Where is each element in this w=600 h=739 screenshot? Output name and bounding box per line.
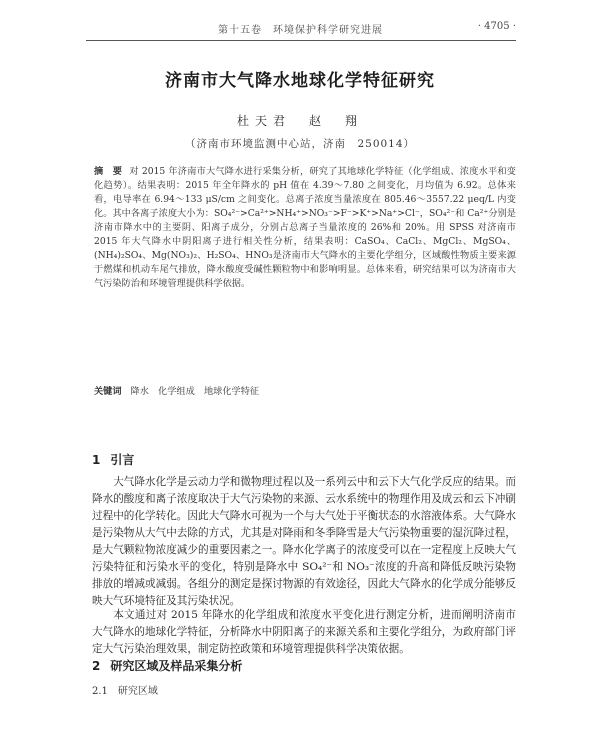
subsection-number: 2.1 <box>92 686 108 697</box>
abstract-label: 摘 要 <box>94 166 123 177</box>
section-number: 2 <box>92 659 101 673</box>
abstract <box>94 165 516 291</box>
section-heading-methods <box>92 657 242 674</box>
keywords-text: 降水 化学组成 地球化学特征 <box>130 386 260 397</box>
section-title: 研究区域及样品采集分析 <box>110 659 243 673</box>
page-number: · 4705 · <box>477 21 516 32</box>
section-number: 1 <box>92 453 101 467</box>
subsection-title: 研究区域 <box>117 686 158 697</box>
journal-name: 第十五卷 环境保护科学研究进展 <box>218 25 383 36</box>
subsection-heading-area <box>92 682 158 697</box>
keywords <box>94 385 516 399</box>
running-header <box>86 18 516 41</box>
author-list: 杜天君 赵 翔 <box>236 114 363 128</box>
section-heading-intro <box>92 451 134 468</box>
keywords-label: 关键词 <box>94 386 122 397</box>
intro-paragraph-1: 大气降水化学是云动力学和微物理过程以及一系列云中和云下大气化学反应的结果。而降水的酸度和离子浓度取决于大气污染物的来源、云水系统中的物理作用及成云和云下冲刷过程中的化学转化。因此大气降水可视为一个与大气处于平衡状态的水溶液体系。大气降水是污染物从大气中去除的方式，尤其是对降雨和冬季降雪是大气污染物重要的湿沉降过程，是大气颗粒物浓度减少的重要因素之一。降水化学离子的浓度受可以在一定程度上反映大气污染特征和污染水平的变化，特别是降水中 SO₄²⁻和 NO₃⁻浓度的升高和降低反映污染物排放的增减或减弱。各组分的测定是探讨物源的有效途径，因此大气降水的化学成分能够反映大气环境特征及其污染状况。 <box>92 476 516 607</box>
abstract-text: 对 2015 年济南市大气降水进行采集分析，研究了其地球化学特征（化学组成、浓度水平和变化趋势）。结果表明：2015 年全年降水的 pH 值在 4.39～7.80 之间变化，月均值为 6.92。总体来看，电导率在 6.94～133 μS/cm 之间变化。总离子浓度当量浓度在 805.46～3557.22 μeq/L 内变化。其中各离子浓度大小为：SO₄²⁻>Ca²⁺>NH₄⁺>NO₃⁻>F⁻>K⁺>Na⁺>Cl⁻，SO₄²⁻和 Ca²⁺分别是济南市降水中的主要阴、阳离子成分，分别占总离子当量浓度的 26%和 20%。用 SPSS 对济南市 2015 年大气降水中阴阳离子进行相关性分析，结果表明：CaSO₄、CaCl₂、MgCl₂、MgSO₄、(NH₄)₂SO₄、Mg(NO₃)₂、H₂SO₄、HNO₃是济南市大气降水的主要化学组分，区域酸性物质主要来源于燃煤和机动车尾气排放，降水酸度受碱性颗粒物中和影响明显。总体来看，研究结果可以为济南市大气污染防治和环境管理提供科学依据。 <box>94 166 516 289</box>
paper-title: 济南市大气降水地球化学特征研究 <box>165 71 435 91</box>
section-title: 引言 <box>110 453 135 467</box>
intro-paragraph-2: 本文通过对 2015 年降水的化学组成和浓度水平变化进行测定分析，进而阐明济南市大气降水的地球化学特征，分析降水中阴阳离子的来源关系和主要化学组分，为政府部门评定大气污染治理效果，制定防控政策和环境管理提供科学决策依据。 <box>92 609 516 655</box>
affiliation: （济南市环境监测中心站，济南 250014） <box>184 138 416 150</box>
